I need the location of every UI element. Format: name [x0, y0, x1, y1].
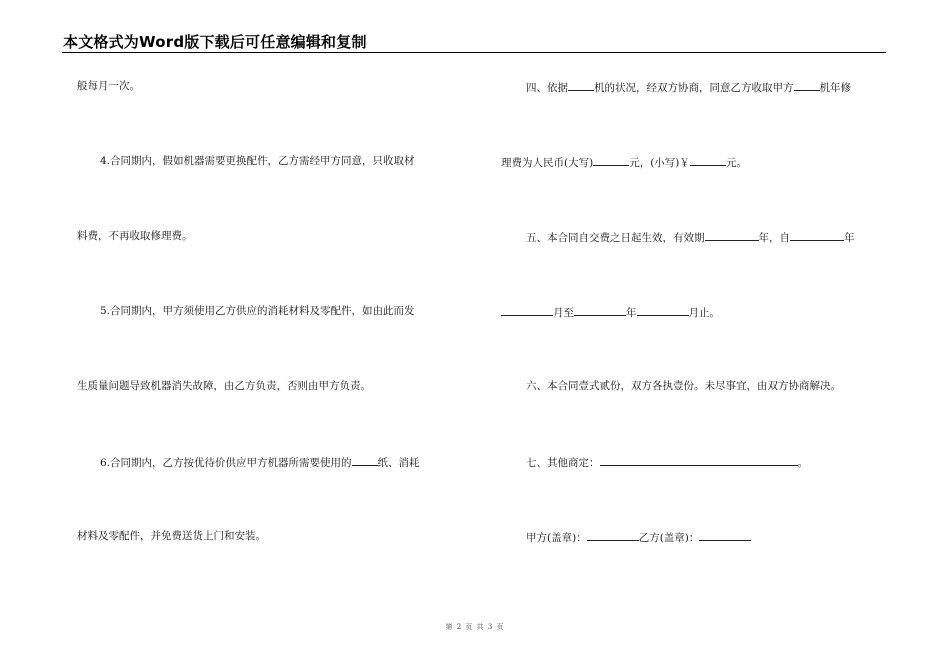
machine-count-blank[interactable] [794, 79, 820, 91]
left-line-5: 生质量问题导致机器消失故障，由乙方负责，否则由甲方负责。 [77, 380, 371, 392]
left-line-3: 料费，不再收取修理费。 [77, 230, 193, 242]
right-line-2-text-c: 元。 [725, 157, 747, 169]
party-b-seal-blank[interactable] [699, 529, 751, 541]
party-a-seal-blank[interactable] [587, 529, 639, 541]
right-line-3 [526, 229, 855, 245]
right-line-1-text-a: 四、依据 [526, 82, 568, 94]
right-line-4-text-b: 年 [626, 307, 637, 319]
right-line-3-text-b: 年，自 [758, 232, 790, 244]
validity-years-blank[interactable] [705, 229, 759, 241]
end-month-blank[interactable] [637, 304, 689, 316]
right-line-2-text-a: 理费为人民币(大写) [501, 157, 594, 169]
right-line-2-text-b: 元，(小写)￥ [629, 157, 690, 169]
left-line-7: 材料及零配件，并免费送货上门和安装。 [77, 530, 266, 542]
header-divider [62, 52, 886, 53]
page-number: 第 2 页 共 3 页 [445, 623, 505, 631]
right-line-4 [501, 304, 720, 320]
right-line-3-text-c: 年 [844, 232, 855, 244]
right-line-7 [526, 529, 751, 545]
right-line-6-text-a: 七、其他商定： [526, 457, 600, 469]
start-year-blank[interactable] [790, 229, 844, 241]
right-line-1-text-c: 机年修 [819, 82, 851, 94]
amount-lowercase-blank[interactable] [690, 154, 726, 166]
right-line-6-text-b: 。 [797, 457, 808, 469]
right-line-1 [526, 79, 851, 95]
start-month-blank[interactable] [501, 304, 553, 316]
amount-uppercase-blank[interactable] [593, 154, 629, 166]
document-header-title: 本文格式为Word版下载后可任意编辑和复制 [63, 33, 367, 51]
right-line-4-text-a: 月至 [553, 307, 574, 319]
party-b-seal-label: 乙方(盖章)： [638, 532, 700, 544]
left-line-4: 5.合同期内，甲方须使用乙方供应的消耗材料及零配件，如由此而发 [100, 305, 415, 317]
right-line-6 [526, 454, 808, 470]
right-line-3-text-a: 五、本合同自交费之日起生效，有效期 [526, 232, 705, 244]
right-line-5: 六、本合同壹式贰份，双方各执壹份。未尽事宜，由双方协商解决。 [526, 380, 841, 392]
left-line-6-text-b: 纸、消耗 [377, 457, 420, 469]
left-line-1: 般每月一次。 [77, 80, 140, 92]
paper-type-blank[interactable] [352, 454, 378, 466]
right-line-1-text-b: 机的状况，经双方协商，同意乙方收取甲方 [594, 82, 794, 94]
left-line-6-text-a: 6.合同期内，乙方按优待价供应甲方机器所需要使用的 [100, 457, 352, 469]
left-line-2: 4.合同期内，假如机器需要更换配件，乙方需经甲方同意，只收取材 [100, 155, 415, 167]
left-line-6 [100, 454, 420, 470]
party-a-seal-label: 甲方(盖章)： [526, 532, 587, 544]
end-year-blank[interactable] [574, 304, 626, 316]
other-terms-blank[interactable] [600, 454, 798, 466]
machine-name-blank[interactable] [568, 79, 594, 91]
right-line-2 [501, 154, 747, 170]
right-line-4-text-c: 月止。 [688, 307, 720, 319]
